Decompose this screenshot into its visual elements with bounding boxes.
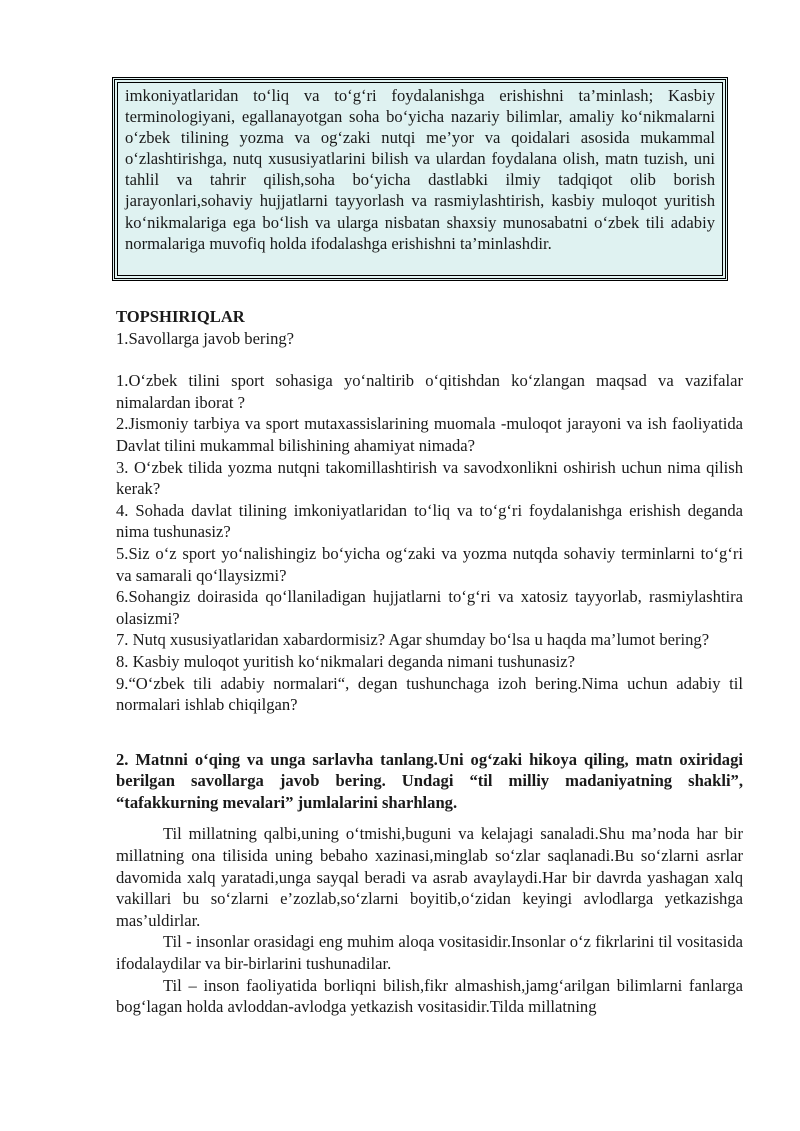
reading-paragraph: Til – inson faoliyatida borliqni bilish,fikr almashish,jamg‘arilgan bilimlarni fanlarga bog‘lagan holda avloddan-avlodga yetkazish vositasidir.Tilda millatning [116, 975, 743, 1017]
question-item: 4. Sohada davlat tilining imkoniyatlaridan to‘liq va to‘g‘ri foydalanishga erishish deganda nima tushunasiz? [116, 500, 743, 542]
box-paragraph: imkoniyatlaridan to‘liq va to‘g‘ri foydalanishga erishishni ta’minlash; Kasbiy terminologiyani, egallanayotgan soha bo‘yicha nazariy bilimlar, amaliy ko‘nikmalarni o‘zbek tilining yozma va og‘zaki nutqi me’yor va qoidalari asosida mukammal o‘zlashtirishga, nutq xususiyatlarini bilish va ulardan foydalana olish, matn tuzish, uni tahlil va tahrir qilish,soha bo‘yicha dastlabki ilmiy tadqiqot olib borish jarayonlari,sohaviy hujjatlarni tayyorlash va rasmiylashtirish, kasbiy muloqot yuritish ko‘nikmalariga ega bo‘lish va ularga nisbatan shaxsiy munosabatni o‘zbek tili adabiy normalariga muvofiq holda ifodalashga erishishni ta’minlashdir. [125, 86, 715, 253]
question-item: 3. O‘zbek tilida yozma nutqni takomillashtirish va savodxonlikni oshirish uchun nima qilish kerak? [116, 457, 743, 499]
question-item: 6.Sohangiz doirasida qo‘llaniladigan hujjatlarni to‘g‘ri va xatosiz tayyorlab, rasmiylashtira olasizmi? [116, 587, 743, 628]
highlighted-text-box [112, 77, 728, 281]
question-item: 9.“O‘zbek tili adabiy normalari“, degan tushunchaga izoh bering.Nima uchun adabiy til normalari ishlab chiqilgan? [116, 673, 743, 715]
main-content [116, 306, 743, 1018]
question-item: 2.Jismoniy tarbiya va sport mutaxassislarining muomala -muloqot jarayoni va ish faoliyatida Davlat tilini mukammal bilishining ahamiyat nimada? [116, 414, 743, 455]
task2-instruction: 2. Matnni o‘qing va unga sarlavha tanlang.Uni og‘zaki hikoya qiling, matn oxiridagi berilgan savollarga javob bering. Undagi “til milliy madaniyatning shakli”, “tafakkurning mevalari” jumlalarini sharhlang. [116, 749, 743, 812]
section-title: TOPSHIRIQLAR [116, 307, 245, 326]
spacer [116, 349, 743, 370]
reading-paragraph: Til millatning qalbi,uning o‘tmishi,buguni va kelajagi sanaladi.Shu ma’noda har bir millatning ona tilisida uning bebaho xazinasi,minglab so‘zlar saqlanadi.Bu so‘zlarni asrlar davomida xalq yaratadi,unga sayqal beradi va asrab avaylaydi.Har bir davrda yashagan xalq vakillari bu so‘zlarni e’zozlab,so‘zlarni boyitib,o‘zidan keyingi avlodlarga yetkazishga mas’uldirlar. [116, 824, 743, 930]
question-item: 8. Kasbiy muloqot yuritish ko‘nikmalari deganda nimani tushunasiz? [116, 651, 576, 671]
question-item: 1.O‘zbek tilini sport sohasiga yo‘naltirib o‘qitishdan ko‘zlangan maqsad va vazifalar nimalardan iborat ? [116, 371, 743, 412]
question-item: 5.Siz o‘z sport yo‘nalishingiz bo‘yicha og‘zaki va yozma nutqda sohaviy terminlarni to‘g‘ri va samarali qo‘llaysizmi? [116, 543, 743, 585]
question-item: 7. Nutq xususiyatlaridan xabardormisiz? Agar shumday bo‘lsa u haqda ma’lumot bering? [116, 630, 710, 650]
spacer [116, 716, 743, 749]
reading-paragraph: Til - insonlar orasidagi eng muhim aloqa vositasidir.Insonlar o‘z fikrlarini til vositasida ifodalaydilar va bir-birlarini tushunadilar. [116, 932, 743, 974]
task1-title: 1.Savollarga javob bering? [116, 328, 295, 348]
